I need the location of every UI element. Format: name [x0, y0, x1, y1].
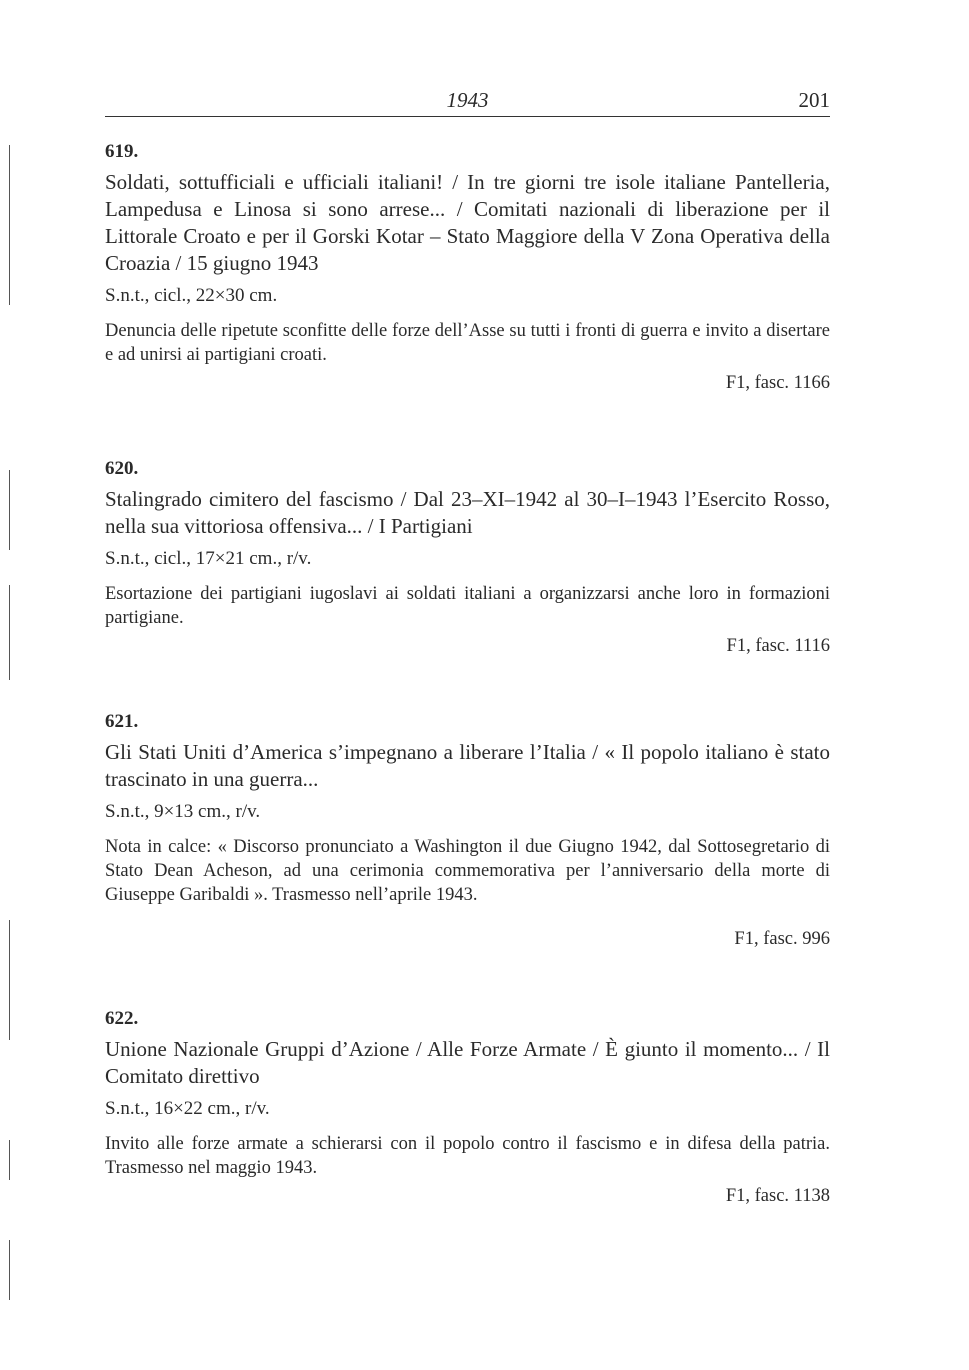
scan-edge-mark: [9, 145, 10, 305]
entry-number: 622.: [105, 1008, 139, 1029]
scan-edge-mark: [9, 470, 10, 550]
page-header: [105, 88, 830, 117]
entry-archive-reference: F1, fasc. 996: [734, 929, 830, 949]
scan-edge-mark: [9, 585, 10, 680]
catalog-entry: [105, 711, 830, 950]
entry-title: Soldati, sottufficiali e ufficiali italiani! / In tre giorni tre isole italiane Pantelleria, Lampedusa e Linosa si sono arrese... / Comitati nazionali di liberazione per il Littorale Croato e per il Gorski Kotar – Stato Maggiore della V Zona Operativa della Croazia / 15 giugno 1943: [105, 170, 830, 275]
entry-description: Esortazione dei partigiani iugoslavi ai soldati italiani a organizzarsi anche loro in formazioni partigiane.: [105, 584, 830, 628]
entry-title: Gli Stati Uniti d’America s’impegnano a liberare l’Italia / « Il popolo italiano è stato trascinato in una guerra...: [105, 740, 830, 791]
entry-format: S.n.t., 9×13 cm., r/v.: [105, 801, 261, 822]
catalog-entry: [105, 458, 830, 657]
entry-archive-reference: F1, fasc. 1138: [725, 1186, 830, 1206]
entry-format: S.n.t., 16×22 cm., r/v.: [105, 1098, 270, 1119]
entry-number: 621.: [105, 711, 139, 732]
scan-edge-mark: [9, 920, 10, 1040]
catalog-entry: [105, 141, 830, 394]
running-head-year: 1943: [446, 88, 489, 112]
scan-edge-mark: [9, 1140, 10, 1180]
entry-title: Unione Nazionale Gruppi d’Azione / Alle Forze Armate / È giunto il momento... / Il Comitato direttivo: [105, 1037, 830, 1088]
entry-description: Nota in calce: « Discorso pronunciato a Washington il due Giugno 1942, dal Sottosegretario di Stato Dean Acheson, ad una cerimonia commemorativa per l’anniversario della morte di Giuseppe Garibaldi ». Trasmesso nell’aprile 1943.: [105, 837, 830, 905]
entry-format: S.n.t., cicl., 17×21 cm., r/v.: [105, 548, 312, 569]
entry-number: 620.: [105, 458, 139, 479]
page-number: 201: [798, 88, 830, 112]
entry-archive-reference: F1, fasc. 1166: [725, 373, 830, 393]
catalog-entry: [105, 1008, 830, 1207]
entry-format: S.n.t., cicl., 22×30 cm.: [105, 285, 278, 306]
entry-title: Stalingrado cimitero del fascismo / Dal 23–XI–1942 al 30–I–1943 l’Esercito Rosso, nella sua vittoriosa offensiva... / I Partigiani: [105, 487, 830, 538]
scan-edge-mark: [9, 1240, 10, 1300]
entry-archive-reference: F1, fasc. 1116: [726, 636, 830, 656]
entry-description: Denuncia delle ripetute sconfitte delle forze dell’Asse su tutti i fronti di guerra e invito a disertare e ad unirsi ai partigiani croati.: [105, 321, 830, 365]
entry-description: Invito alle forze armate a schierarsi con il popolo contro il fascismo e in difesa della patria. Trasmesso nel maggio 1943.: [105, 1134, 830, 1178]
entry-number: 619.: [105, 141, 139, 162]
